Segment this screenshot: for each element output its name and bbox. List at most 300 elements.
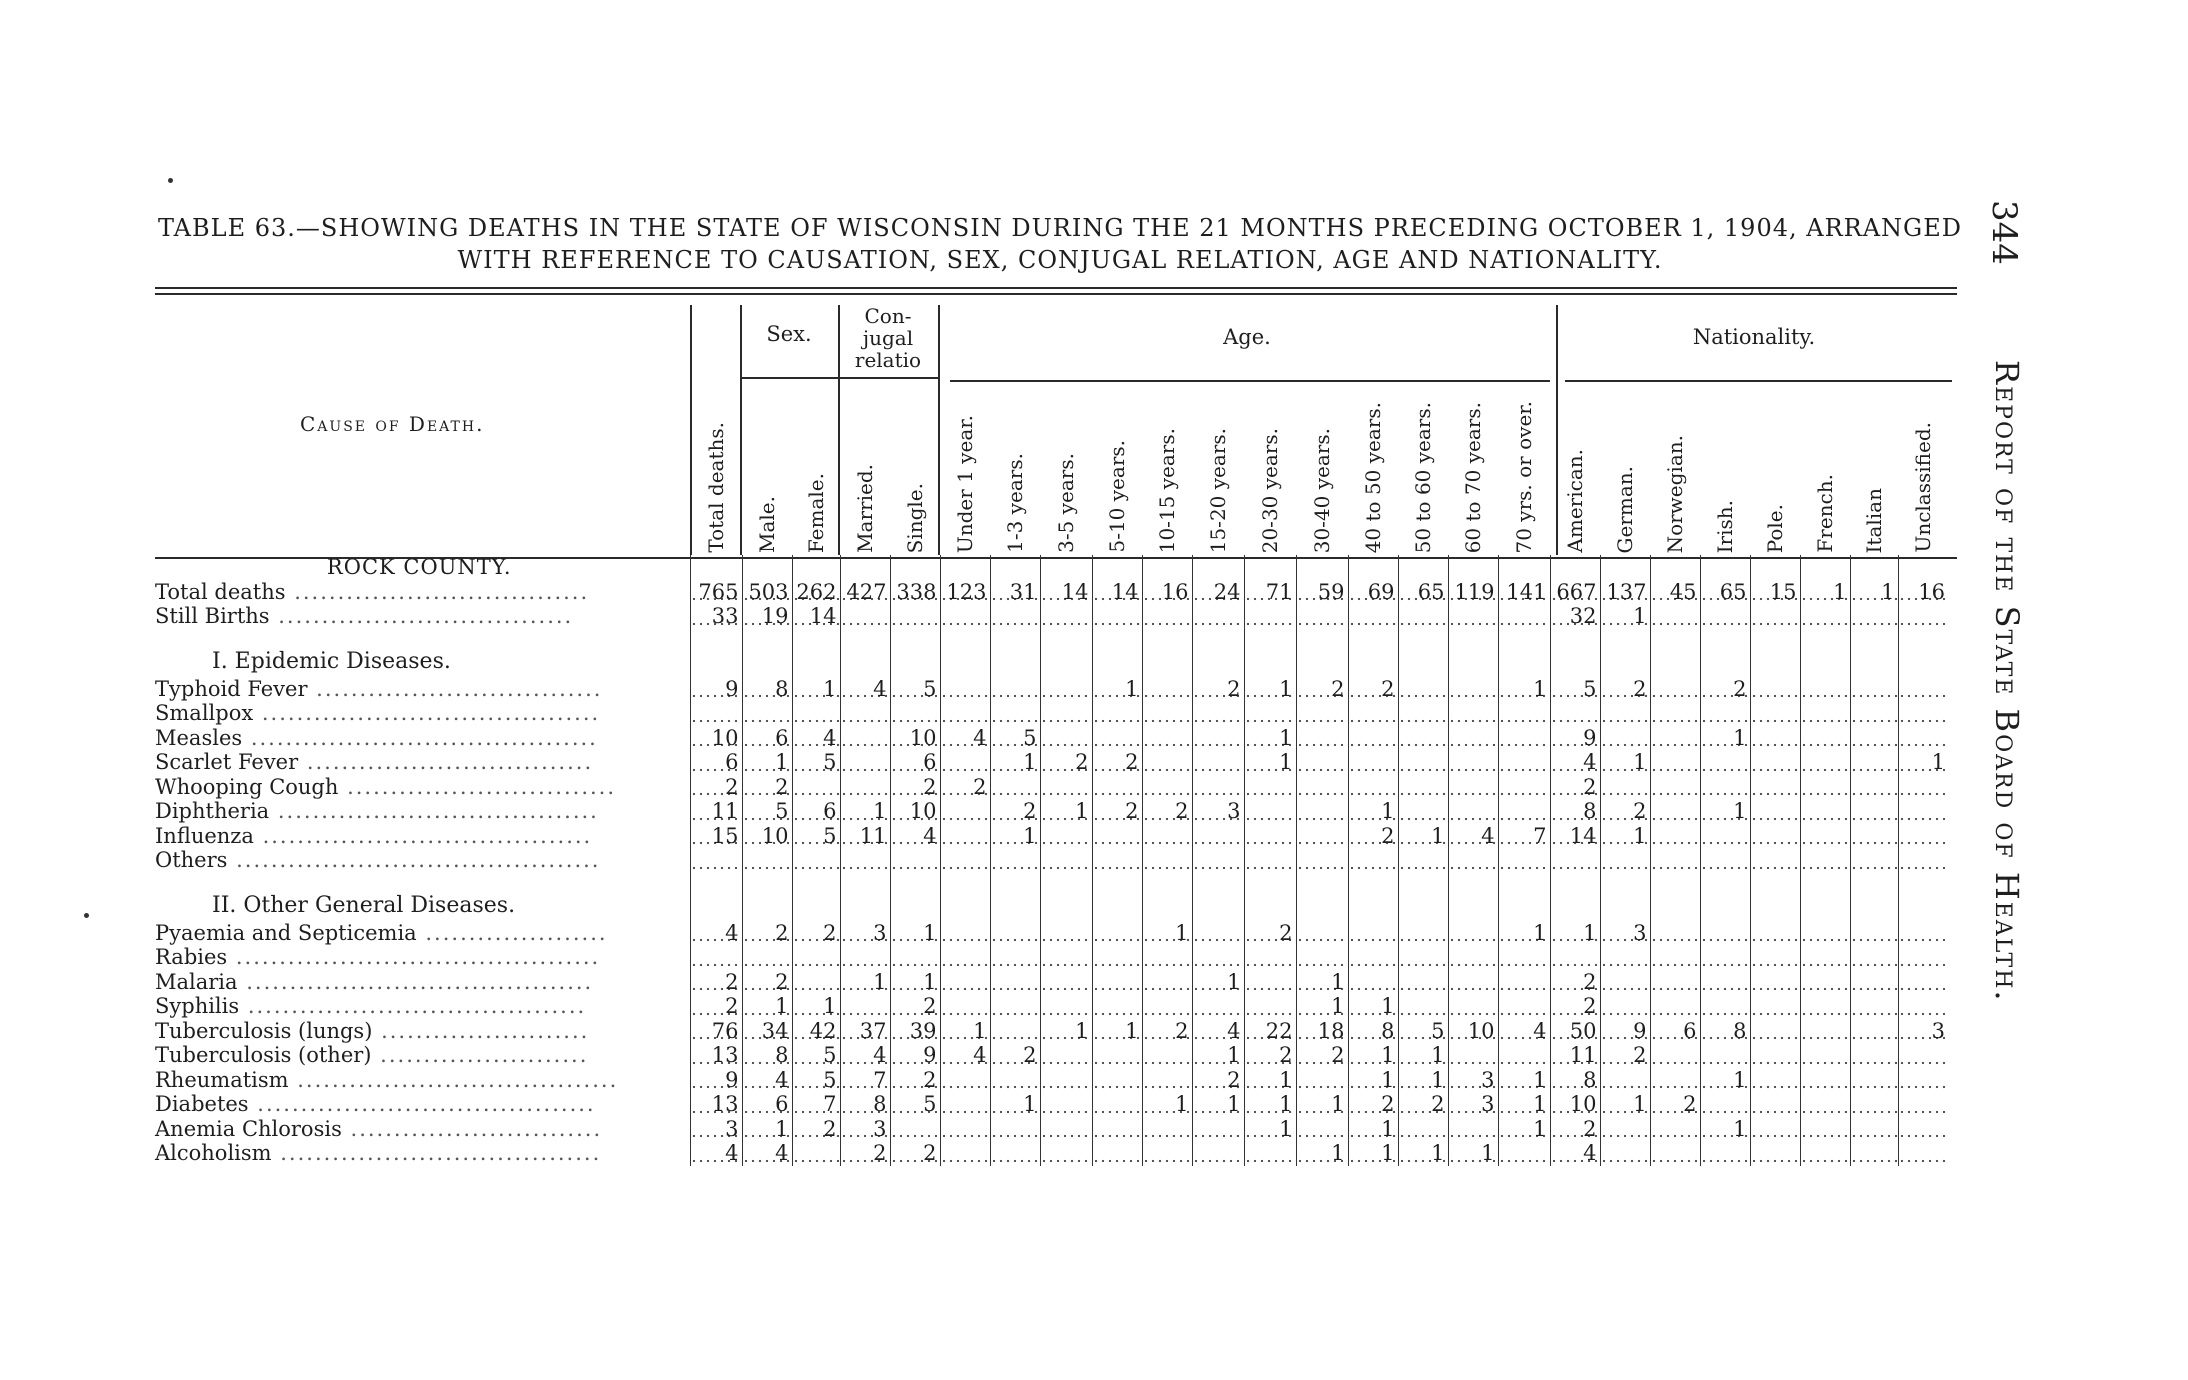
cell-value bbox=[990, 994, 1040, 1019]
empty-cell bbox=[1750, 891, 1800, 921]
cell-value bbox=[1650, 945, 1700, 970]
cell-value: 2 bbox=[1244, 1043, 1296, 1068]
cell-value: 31 bbox=[990, 580, 1040, 605]
column-header-label: Single. bbox=[903, 482, 927, 553]
cell-value: 1 bbox=[890, 970, 940, 995]
table-row bbox=[152, 1092, 1948, 1117]
cell-value: 1 bbox=[1348, 1043, 1398, 1068]
empty-cell bbox=[1800, 647, 1850, 677]
cell-value bbox=[990, 1019, 1040, 1044]
cell-value bbox=[1040, 1068, 1092, 1093]
cell-value: 5 bbox=[792, 1068, 840, 1093]
cell-value bbox=[1600, 701, 1650, 726]
cell-value bbox=[1040, 1117, 1092, 1142]
cell-value: 2 bbox=[1040, 750, 1092, 775]
cell-value bbox=[742, 945, 792, 970]
cell-value: 1 bbox=[1448, 1141, 1498, 1166]
cell-value bbox=[1192, 604, 1244, 629]
cell-value bbox=[1700, 775, 1750, 800]
cell-value bbox=[1800, 970, 1850, 995]
empty-cell bbox=[1650, 891, 1700, 921]
cell-value: 1 bbox=[1348, 799, 1398, 824]
table-title-line-2: WITH REFERENCE TO CAUSATION, SEX, CONJUGAL RELATION, AGE AND NATIONALITY. bbox=[457, 246, 1663, 274]
cell-value: 13 bbox=[690, 1092, 742, 1117]
leader-dots: .......................................... bbox=[227, 848, 601, 873]
column-header bbox=[1898, 385, 1948, 553]
cell-value: 2 bbox=[1348, 677, 1398, 702]
cell-value bbox=[1550, 945, 1600, 970]
empty-cell bbox=[1600, 647, 1650, 677]
cell-value: 427 bbox=[840, 580, 890, 605]
cell-value: 24 bbox=[1192, 580, 1244, 605]
cell-value: 1 bbox=[1498, 677, 1550, 702]
column-header-label: 50 to 60 years. bbox=[1411, 401, 1435, 553]
cell-value: 2 bbox=[890, 1068, 940, 1093]
cell-value: 1 bbox=[1092, 1019, 1142, 1044]
cell-value bbox=[1800, 824, 1850, 849]
empty-cell bbox=[1650, 647, 1700, 677]
cell-value bbox=[792, 1141, 840, 1166]
cell-value bbox=[1142, 970, 1192, 995]
cell-value bbox=[840, 994, 890, 1019]
cause-label: Alcoholism bbox=[155, 1141, 272, 1166]
cell-value: 18 bbox=[1296, 1019, 1348, 1044]
table-row bbox=[152, 824, 1948, 849]
cell-value bbox=[1850, 994, 1898, 1019]
cell-value: 2 bbox=[1142, 1019, 1192, 1044]
cell-value bbox=[840, 945, 890, 970]
cell-value bbox=[890, 604, 940, 629]
cell-value bbox=[1800, 1043, 1850, 1068]
cell-value bbox=[1142, 1141, 1192, 1166]
cause-of-death-header: Cause of Death. bbox=[300, 412, 485, 436]
cell-value bbox=[1244, 775, 1296, 800]
cell-value: 1 bbox=[1700, 1117, 1750, 1142]
empty-cell bbox=[840, 647, 890, 677]
empty-cell bbox=[1448, 555, 1498, 580]
cell-value bbox=[1142, 775, 1192, 800]
cell-value bbox=[1800, 921, 1850, 946]
cell-value bbox=[990, 1117, 1040, 1142]
cell-value bbox=[1398, 1117, 1448, 1142]
column-header bbox=[792, 385, 840, 553]
cell-value bbox=[1800, 1141, 1850, 1166]
empty-cell bbox=[990, 647, 1040, 677]
cell-value: 2 bbox=[840, 1141, 890, 1166]
page-number: 344 bbox=[1984, 200, 2024, 265]
cell-value bbox=[1296, 921, 1348, 946]
leader-dots: .......................................... bbox=[227, 945, 601, 970]
cell-value: 1 bbox=[1192, 1092, 1244, 1117]
cell-value: 9 bbox=[690, 677, 742, 702]
cell-value: 2 bbox=[1296, 1043, 1348, 1068]
cell-value bbox=[1750, 945, 1800, 970]
cell-value bbox=[1850, 750, 1898, 775]
cell-value bbox=[1296, 701, 1348, 726]
table-row bbox=[152, 1068, 1948, 1093]
cell-value: 2 bbox=[1650, 1092, 1700, 1117]
cell-value: 3 bbox=[840, 1117, 890, 1142]
cell-value bbox=[1700, 1043, 1750, 1068]
cell-value bbox=[1348, 848, 1398, 873]
cell-value bbox=[1800, 1092, 1850, 1117]
column-header-label: Italian bbox=[1862, 487, 1886, 553]
cell-value bbox=[1192, 750, 1244, 775]
cell-value bbox=[1092, 1043, 1142, 1068]
cell-value: 4 bbox=[690, 921, 742, 946]
column-header-label: Unclassified. bbox=[1911, 422, 1935, 553]
cell-value: 13 bbox=[690, 1043, 742, 1068]
leader-dots: ..................... bbox=[416, 920, 608, 945]
cell-value: 2 bbox=[742, 775, 792, 800]
cell-value bbox=[1244, 994, 1296, 1019]
cell-value bbox=[1296, 775, 1348, 800]
column-header bbox=[1398, 385, 1448, 553]
cell-value: 15 bbox=[1750, 580, 1800, 605]
cell-value: 503 bbox=[742, 580, 792, 605]
cell-value bbox=[1700, 1092, 1750, 1117]
cell-value: 4 bbox=[742, 1068, 792, 1093]
table-row bbox=[152, 799, 1948, 824]
cell-value bbox=[1498, 750, 1550, 775]
cell-value bbox=[990, 1141, 1040, 1166]
column-header-label: Under 1 year. bbox=[953, 414, 977, 553]
empty-cell bbox=[1348, 891, 1398, 921]
cause-label: Smallpox bbox=[155, 701, 254, 726]
cell-value bbox=[1244, 945, 1296, 970]
cell-value bbox=[1800, 1117, 1850, 1142]
cell-value bbox=[1296, 1068, 1348, 1093]
leader-dots: ........................................ bbox=[242, 725, 598, 750]
cell-value bbox=[1142, 824, 1192, 849]
cell-value: 2 bbox=[890, 775, 940, 800]
cell-value bbox=[1296, 848, 1348, 873]
cell-value: 4 bbox=[940, 726, 990, 751]
cell-value bbox=[940, 945, 990, 970]
empty-cell bbox=[1850, 891, 1898, 921]
cell-value bbox=[940, 994, 990, 1019]
table-row bbox=[152, 1141, 1948, 1166]
cell-value bbox=[1092, 945, 1142, 970]
cell-value: 2 bbox=[1700, 677, 1750, 702]
cell-value bbox=[1600, 1141, 1650, 1166]
empty-cell bbox=[1800, 555, 1850, 580]
cell-value: 9 bbox=[690, 1068, 742, 1093]
column-header bbox=[940, 385, 990, 553]
cell-value bbox=[990, 1068, 1040, 1093]
cell-value bbox=[1700, 921, 1750, 946]
empty-cell bbox=[1398, 555, 1448, 580]
cell-value bbox=[1296, 799, 1348, 824]
cell-value: 4 bbox=[940, 1043, 990, 1068]
cell-value: 19 bbox=[742, 604, 792, 629]
cell-value bbox=[1700, 945, 1750, 970]
cell-value bbox=[1800, 799, 1850, 824]
cell-value bbox=[1398, 945, 1448, 970]
cell-value bbox=[1800, 701, 1850, 726]
speck-mark bbox=[84, 913, 89, 918]
column-header bbox=[1296, 385, 1348, 553]
leader-dots: ..................................... bbox=[288, 1067, 619, 1092]
cell-value bbox=[1898, 824, 1948, 849]
leader-dots: ....................................... bbox=[239, 994, 587, 1019]
cell-value: 8 bbox=[1550, 799, 1600, 824]
cell-value bbox=[1448, 1043, 1498, 1068]
cell-value bbox=[1898, 945, 1948, 970]
empty-cell bbox=[990, 891, 1040, 921]
cell-value bbox=[1498, 1141, 1550, 1166]
cell-value bbox=[1448, 726, 1498, 751]
cell-value bbox=[792, 945, 840, 970]
leader-dots: ............................. bbox=[341, 1116, 603, 1141]
cell-value: 9 bbox=[1550, 726, 1600, 751]
cell-value: 4 bbox=[1448, 824, 1498, 849]
cell-value bbox=[1398, 799, 1448, 824]
cell-value: 1 bbox=[1398, 1043, 1448, 1068]
cell-value: 2 bbox=[792, 921, 840, 946]
empty-cell bbox=[1600, 555, 1650, 580]
cell-value: 1 bbox=[1244, 750, 1296, 775]
cell-value bbox=[1750, 970, 1800, 995]
cell-value bbox=[1092, 604, 1142, 629]
cell-value bbox=[1850, 677, 1898, 702]
cell-value bbox=[990, 604, 1040, 629]
empty-cell bbox=[990, 555, 1040, 580]
cell-value: 2 bbox=[890, 994, 940, 1019]
cell-value: 4 bbox=[792, 726, 840, 751]
column-header bbox=[1244, 385, 1296, 553]
cell-value bbox=[1296, 1117, 1348, 1142]
cell-value bbox=[990, 848, 1040, 873]
nationality-group-label: Nationality. bbox=[1692, 325, 1816, 349]
cell-value bbox=[1800, 677, 1850, 702]
cell-value bbox=[1296, 750, 1348, 775]
cell-value bbox=[1898, 1092, 1948, 1117]
cell-value bbox=[1040, 677, 1092, 702]
cell-value bbox=[1040, 1092, 1092, 1117]
column-header bbox=[1750, 385, 1800, 553]
cell-value bbox=[840, 604, 890, 629]
empty-cell bbox=[1700, 891, 1750, 921]
cell-value: 1 bbox=[1700, 1068, 1750, 1093]
cell-value: 6 bbox=[792, 799, 840, 824]
cell-value bbox=[1092, 1141, 1142, 1166]
column-header-label: 30-40 years. bbox=[1310, 427, 1334, 553]
cell-value: 2 bbox=[690, 775, 742, 800]
cell-value bbox=[1244, 848, 1296, 873]
cell-value bbox=[1092, 921, 1142, 946]
cell-value: 1 bbox=[1348, 994, 1398, 1019]
empty-cell bbox=[1092, 891, 1142, 921]
column-header bbox=[1650, 385, 1700, 553]
cell-value bbox=[1142, 1117, 1192, 1142]
cell-value bbox=[1750, 824, 1800, 849]
cell-value bbox=[1244, 604, 1296, 629]
cell-value bbox=[1650, 604, 1700, 629]
empty-cell bbox=[1498, 647, 1550, 677]
cell-value: 1 bbox=[1244, 1117, 1296, 1142]
cell-value bbox=[1650, 726, 1700, 751]
empty-cell bbox=[890, 891, 940, 921]
cell-value bbox=[1800, 726, 1850, 751]
cell-value bbox=[1040, 921, 1092, 946]
table-row bbox=[152, 701, 1948, 726]
cell-value bbox=[1498, 970, 1550, 995]
cell-value bbox=[990, 701, 1040, 726]
cell-value: 1 bbox=[1700, 726, 1750, 751]
cell-value bbox=[890, 848, 940, 873]
cell-value: 7 bbox=[792, 1092, 840, 1117]
cell-value: 4 bbox=[1550, 1141, 1600, 1166]
empty-cell bbox=[1498, 891, 1550, 921]
top-double-rule bbox=[155, 287, 1957, 289]
cell-value: 1 bbox=[1600, 1092, 1650, 1117]
cell-value: 16 bbox=[1898, 580, 1948, 605]
cell-value bbox=[1192, 848, 1244, 873]
cell-value bbox=[1650, 921, 1700, 946]
cell-value: 1 bbox=[1244, 677, 1296, 702]
cell-value bbox=[1398, 750, 1448, 775]
cell-value bbox=[1040, 824, 1092, 849]
cell-value bbox=[1600, 1117, 1650, 1142]
cell-value bbox=[1498, 604, 1550, 629]
cell-value: 1 bbox=[1498, 1092, 1550, 1117]
cause-label: Diabetes bbox=[155, 1092, 249, 1117]
cell-value bbox=[940, 750, 990, 775]
cell-value bbox=[1040, 775, 1092, 800]
cell-value bbox=[940, 677, 990, 702]
column-header-label: 15-20 years. bbox=[1206, 427, 1230, 553]
cell-value: 1 bbox=[1244, 726, 1296, 751]
cause-label: Malaria bbox=[155, 969, 238, 994]
cell-value bbox=[1192, 921, 1244, 946]
cell-value bbox=[1142, 677, 1192, 702]
cell-value: 5 bbox=[742, 799, 792, 824]
cell-value bbox=[1898, 726, 1948, 751]
empty-cell bbox=[840, 891, 890, 921]
cell-value bbox=[1192, 824, 1244, 849]
section-heading-row bbox=[152, 891, 1948, 921]
cause-label: Still Births bbox=[155, 604, 270, 629]
cell-value: 2 bbox=[1550, 994, 1600, 1019]
cell-value bbox=[1398, 921, 1448, 946]
cell-value: 1 bbox=[1498, 921, 1550, 946]
cell-value bbox=[1448, 1117, 1498, 1142]
cell-value bbox=[1850, 775, 1898, 800]
cause-label: Total deaths bbox=[155, 579, 286, 604]
column-header-label: 10-15 years. bbox=[1155, 427, 1179, 553]
column-header bbox=[1550, 385, 1600, 553]
cell-value: 1 bbox=[1850, 580, 1898, 605]
cause-label: Others bbox=[155, 848, 228, 873]
cell-value bbox=[1800, 604, 1850, 629]
cell-value bbox=[1348, 604, 1398, 629]
cell-value: 4 bbox=[690, 1141, 742, 1166]
cause-label: Influenza bbox=[155, 823, 254, 848]
leader-dots: .................................. bbox=[269, 604, 574, 629]
cell-value bbox=[792, 775, 840, 800]
cell-value bbox=[1850, 848, 1898, 873]
empty-cell bbox=[1850, 555, 1898, 580]
cell-value: 1 bbox=[1600, 824, 1650, 849]
cell-value: 2 bbox=[1600, 1043, 1650, 1068]
cell-value: 338 bbox=[890, 580, 940, 605]
leader-dots: ................................. bbox=[307, 676, 603, 701]
cell-value: 2 bbox=[1192, 1068, 1244, 1093]
cause-label: Rheumatism bbox=[155, 1067, 289, 1092]
table-row bbox=[152, 1019, 1948, 1044]
cell-value bbox=[1192, 945, 1244, 970]
cell-value: 7 bbox=[840, 1068, 890, 1093]
cell-value: 2 bbox=[1398, 1092, 1448, 1117]
cell-value bbox=[1898, 677, 1948, 702]
cell-value bbox=[1800, 994, 1850, 1019]
cell-value bbox=[1898, 799, 1948, 824]
cell-value: 1 bbox=[1348, 1117, 1398, 1142]
cell-value bbox=[1898, 1117, 1948, 1142]
cell-value bbox=[990, 677, 1040, 702]
cell-value: 5 bbox=[792, 1043, 840, 1068]
cell-value: 8 bbox=[742, 677, 792, 702]
cell-value bbox=[1092, 1068, 1142, 1093]
cell-value bbox=[1296, 726, 1348, 751]
cell-value bbox=[1398, 970, 1448, 995]
cell-value: 1 bbox=[1142, 1092, 1192, 1117]
cell-value: 3 bbox=[1448, 1068, 1498, 1093]
cell-value: 2 bbox=[1244, 921, 1296, 946]
cell-value bbox=[1750, 1043, 1800, 1068]
cell-value: 15 bbox=[690, 824, 742, 849]
cell-value bbox=[792, 848, 840, 873]
cell-value bbox=[1192, 775, 1244, 800]
cell-value bbox=[1296, 824, 1348, 849]
empty-cell bbox=[1296, 891, 1348, 921]
leader-dots: ................................. bbox=[298, 750, 594, 775]
cell-value: 2 bbox=[1092, 750, 1142, 775]
speck-mark bbox=[168, 178, 173, 183]
cell-value bbox=[1800, 775, 1850, 800]
cell-value: 59 bbox=[1296, 580, 1348, 605]
table-row bbox=[152, 1043, 1948, 1068]
cell-value: 34 bbox=[742, 1019, 792, 1044]
cell-value: 65 bbox=[1700, 580, 1750, 605]
cell-value: 1 bbox=[1296, 970, 1348, 995]
cell-value: 1 bbox=[1398, 1068, 1448, 1093]
cell-value bbox=[890, 1117, 940, 1142]
cell-value bbox=[1448, 775, 1498, 800]
cell-value bbox=[1898, 775, 1948, 800]
empty-cell bbox=[690, 555, 742, 580]
cell-value: 3 bbox=[1192, 799, 1244, 824]
cell-value: 137 bbox=[1600, 580, 1650, 605]
leader-dots: ...................................... bbox=[253, 823, 593, 848]
empty-cell bbox=[792, 647, 840, 677]
empty-cell bbox=[1398, 647, 1448, 677]
sex-group-label: Sex. bbox=[766, 322, 812, 346]
cell-value bbox=[742, 701, 792, 726]
cell-value bbox=[690, 848, 742, 873]
cell-value bbox=[940, 848, 990, 873]
leader-dots: ..................................... bbox=[269, 799, 599, 824]
empty-cell bbox=[1700, 647, 1750, 677]
empty-cell bbox=[742, 647, 792, 677]
cell-value bbox=[940, 1141, 990, 1166]
cell-value bbox=[1244, 799, 1296, 824]
empty-cell bbox=[1142, 891, 1192, 921]
sex-group-rule bbox=[740, 377, 838, 379]
cell-value bbox=[1700, 701, 1750, 726]
cell-value bbox=[1850, 799, 1898, 824]
